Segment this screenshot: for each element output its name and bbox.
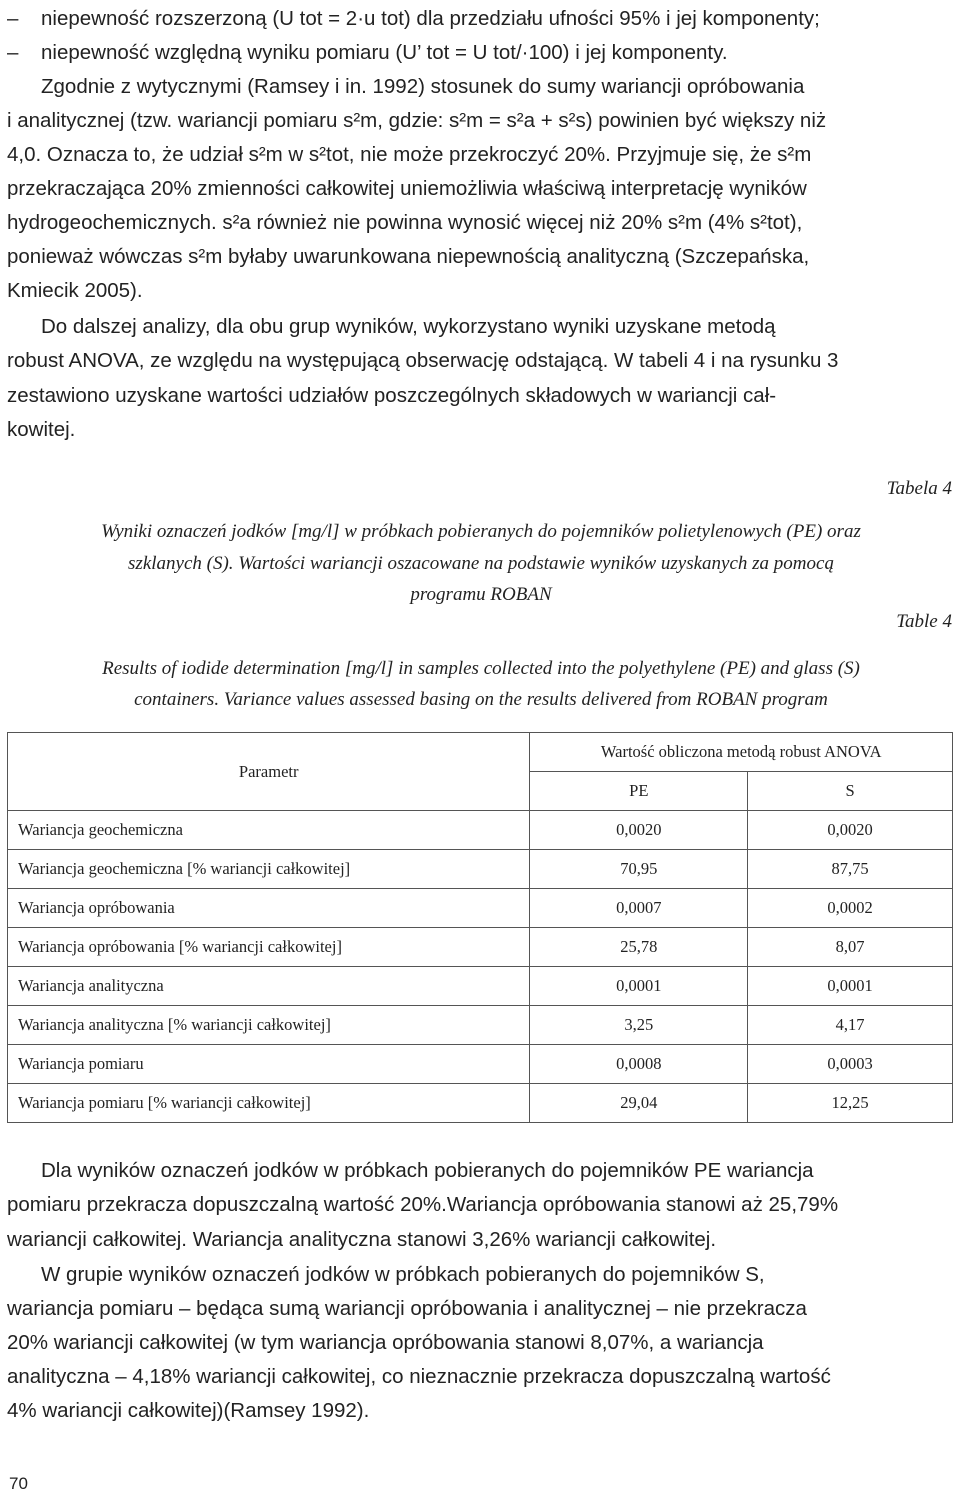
row-label: Wariancja analityczna [% wariancji całkowitej] [8,1006,530,1045]
paragraph-line: ponieważ wówczas s²m byłaby uwarunkowana niepewnością analityczną (Szczepańska, [7,245,810,268]
table-row [8,967,953,1006]
row-value-s: 0,0020 [748,811,953,850]
table-row [8,811,953,850]
row-value-pe: 0,0007 [530,889,748,928]
caption-en-line: containers. Variance values assessed basing on the results delivered from ROBAN program [134,689,828,710]
table-row [8,850,953,889]
row-value-s: 0,0001 [748,967,953,1006]
paragraph-line: 4,0. Oznacza to, że udział s²m w s²tot, nie może przekroczyć 20%. Przyjmuje się, że s²m [7,143,812,166]
paragraph-line: Dla wyników oznaczeń jodków w próbkach pobieranych do pojemników PE wariancja [41,1159,814,1182]
row-label: Wariancja opróbowania [% wariancji całkowitej] [8,928,530,967]
row-value-pe: 25,78 [530,928,748,967]
paragraph-line: zestawiono uzyskane wartości udziałów poszczególnych składowych w wariancji cał- [7,384,777,407]
row-value-s: 0,0003 [748,1045,953,1084]
paragraph-line: przekraczająca 20% zmienności całkowitej uniemożliwia właściwą interpretację wyników [7,177,807,200]
row-value-pe: 0,0008 [530,1045,748,1084]
row-value-pe: 29,04 [530,1084,748,1123]
caption-en-line: Results of iodide determination [mg/l] in samples collected into the polyethylene (PE) and glass (S) [102,658,860,679]
page-number: 70 [9,1474,28,1493]
paragraph-line: robust ANOVA, ze względu na występującą obserwację odstającą. W tabeli 4 i na rysunku 3 [7,349,839,372]
paragraph-line: Kmiecik 2005). [7,279,143,302]
row-label: Wariancja geochemiczna [8,811,530,850]
table-header-row [8,733,953,772]
bullet-dash: – [7,7,19,30]
row-value-pe: 3,25 [530,1006,748,1045]
table-label-en: Table 4 [896,611,952,632]
caption-pl-line: programu ROBAN [410,584,552,605]
caption-pl-line: szklanych (S). Wartości wariancji oszacowane na podstawie wyników uzyskanych za pomocą [128,553,834,574]
paragraph-line: W grupie wyników oznaczeń jodków w próbkach pobieranych do pojemników S, [41,1263,765,1286]
row-label: Wariancja geochemiczna [% wariancji całkowitej] [8,850,530,889]
row-label: Wariancja opróbowania [8,889,530,928]
table-row [8,1006,953,1045]
bullet-item [7,36,955,70]
paragraph-line: 20% wariancji całkowitej (w tym wariancja opróbowania stanowi 8,07%, a wariancja [7,1331,764,1354]
table-row [8,1084,953,1123]
paragraph-line: wariancji całkowitej. Wariancja analityczna stanowi 3,26% wariancji całkowitej. [7,1228,717,1251]
paragraph-line: i analitycznej (tzw. wariancji pomiaru s²m, gdzie: s²m = s²a + s²s) powinien być większy niż [7,109,827,132]
paragraph-line: analityczna – 4,18% wariancji całkowitej, co nieznacznie przekracza dopuszczalną wartość [7,1365,831,1388]
bullet-dash: – [7,41,19,64]
header-group: Wartość obliczona metodą robust ANOVA [530,733,953,772]
row-label: Wariancja analityczna [8,967,530,1006]
paragraph-line: hydrogeochemicznych. s²a również nie powinna wynosić więcej niż 20% s²m (4% s²tot), [7,211,803,234]
bullet-text: niepewność względną wyniku pomiaru (U’ tot = U tot/·100) i jej komponenty. [41,41,728,64]
row-value-s: 4,17 [748,1006,953,1045]
header-s: S [748,772,953,811]
caption-pl-line: Wyniki oznaczeń jodków [mg/l] w próbkach pobieranych do pojemników polietylenowych (PE) oraz [101,521,861,542]
paragraph-line: Do dalszej analizy, dla obu grup wyników, wykorzystano wyniki uzyskane metodą [41,315,776,338]
row-value-s: 12,25 [748,1084,953,1123]
table-row [8,889,953,928]
table-label-pl: Tabela 4 [886,478,952,499]
paragraph-line: Zgodnie z wytycznymi (Ramsey i in. 1992) stosunek do sumy wariancji opróbowania [41,75,805,98]
table-row [8,1045,953,1084]
row-value-pe: 0,0001 [530,967,748,1006]
paragraph-line: wariancja pomiaru – będąca sumą wariancji opróbowania i analitycznej – nie przekracza [7,1297,807,1320]
row-value-s: 8,07 [748,928,953,967]
row-value-s: 0,0002 [748,889,953,928]
row-label: Wariancja pomiaru [% wariancji całkowitej] [8,1084,530,1123]
row-label: Wariancja pomiaru [8,1045,530,1084]
header-parametr: Parametr [8,733,530,811]
row-value-pe: 70,95 [530,850,748,889]
header-pe: PE [530,772,748,811]
row-value-s: 87,75 [748,850,953,889]
table-row [8,928,953,967]
paragraph-line: 4% wariancji całkowitej)(Ramsey 1992). [7,1399,370,1422]
paragraph-line: kowitej. [7,418,76,441]
bullet-item [7,2,955,36]
row-value-pe: 0,0020 [530,811,748,850]
results-table [7,732,953,1123]
bullet-text: niepewność rozszerzoną (U tot = 2·u tot) dla przedziału ufności 95% i jej komponenty; [41,7,820,30]
paragraph-line: pomiaru przekracza dopuszczalną wartość 20%.Wariancja opróbowania stanowi aż 25,79% [7,1193,839,1216]
